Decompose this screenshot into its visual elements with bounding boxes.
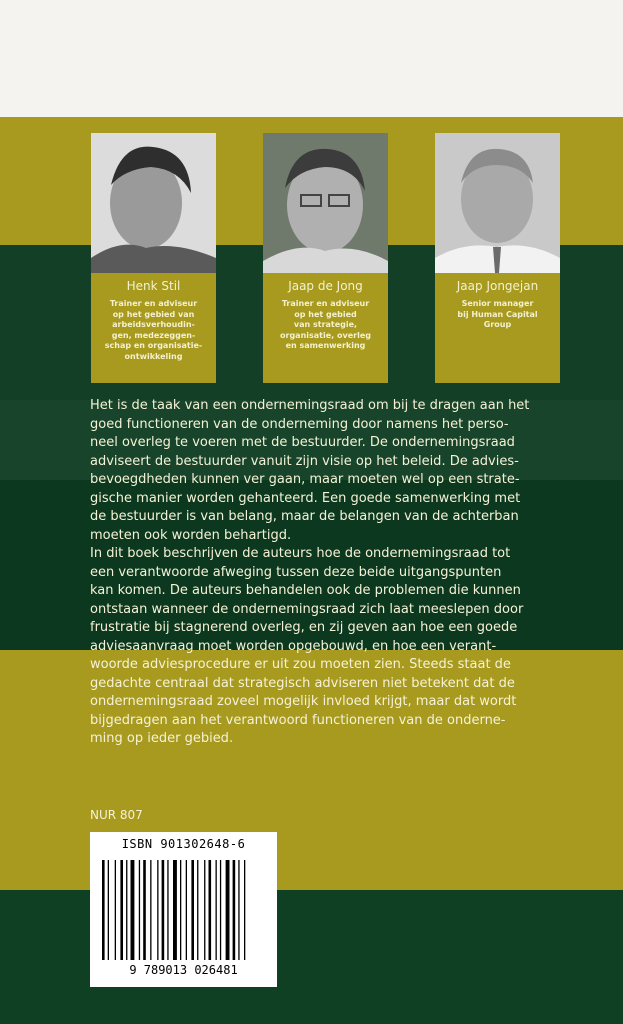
top-white-band: [0, 0, 623, 117]
role-line: Trainer en adviseur: [109, 299, 198, 308]
role-line: op het gebied van: [112, 309, 195, 319]
author-plate: [263, 273, 388, 383]
back-cover-blurb: [90, 397, 590, 749]
blurb-line: de bestuurder is van belang, maar de belangen van de achterban: [90, 509, 519, 524]
author-plate: [435, 273, 560, 383]
author-card-jaap-de-jong: [263, 133, 388, 383]
role-line: en samenwerking: [285, 341, 366, 350]
blurb-line: gedachte centraal dat strategisch adviseren niet betekent dat de: [90, 675, 515, 691]
blurb-line: bijgedragen aan het verantwoord functioneren van de onderne-: [90, 712, 506, 728]
role-line: Group: [483, 320, 512, 329]
author-name: Henk Stil: [126, 279, 181, 293]
author-plate: [91, 273, 216, 383]
blurb-line: adviesaanvraag moet worden opgebouwd, en hoe een verant-: [90, 638, 497, 654]
blurb-line: kan komen. De auteurs behandelen ook de problemen die kunnen: [90, 583, 521, 598]
role-line: Senior manager: [461, 299, 534, 308]
author-role: [269, 299, 382, 352]
role-line: van strategie,: [293, 320, 358, 329]
barcode-icon: [102, 860, 265, 960]
blurb-line: moeten ook worden behartigd.: [90, 527, 292, 543]
author-role: [97, 299, 210, 362]
blurb-line: In dit boek beschrijven de auteurs hoe de ondernemingsraad tot: [90, 546, 511, 561]
ean-number: 9 789013 026481: [129, 963, 238, 977]
author-name: Jaap Jongejan: [456, 279, 539, 293]
author-photo: [91, 133, 216, 273]
role-line: op het gebied: [294, 309, 357, 319]
blurb-line: adviseert de bestuurder vanuit zijn visie op het beleid. De advies-: [90, 453, 519, 469]
author-card-henk-stil: [91, 133, 216, 383]
blurb-line: ondernemingsraad zoveel mogelijk invloed krijgt, maar dat wordt: [90, 694, 517, 709]
role-line: schap en organisatie-: [104, 341, 203, 350]
author-photo: [263, 133, 388, 273]
blurb-line: ontstaan wanneer de ondernemingsraad zich laat meeslepen door: [90, 601, 524, 617]
blurb-line: gische manier worden gehanteerd. Een goede samenwerking met: [90, 490, 521, 506]
blurb-line: bevoegdheden kunnen ver gaan, maar moeten wel op een strate-: [90, 472, 520, 487]
role-line: Trainer en adviseur: [281, 299, 370, 308]
blurb-line: een verantwoorde afweging tussen deze beide uitgangspunten: [90, 564, 502, 580]
author-role: [441, 299, 554, 331]
isbn-text: ISBN 901302648-6: [121, 837, 246, 851]
blurb-line: frustratie bij stagnerend overleg, en zij geven aan hoe een goede: [90, 620, 518, 635]
isbn-barcode-block: [90, 832, 277, 987]
blurb-line: neel overleg te voeren met de bestuurder. De ondernemingsraad: [90, 435, 515, 450]
author-photo: [435, 133, 560, 273]
blurb-line: goed functioneren van de onderneming door namens het perso-: [90, 416, 509, 432]
role-line: organisatie, overleg: [280, 330, 371, 340]
role-line: arbeidsverhoudin-: [112, 320, 195, 329]
author-card-jaap-jongejan: [435, 133, 560, 383]
nur-code: NUR 807: [90, 808, 143, 822]
author-name: Jaap de Jong: [288, 279, 363, 293]
blurb-line: woorde adviesprocedure er uit zou moeten zien. Steeds staat de: [90, 657, 511, 672]
role-line: gen, medezeggen-: [111, 330, 196, 340]
role-line: ontwikkeling: [124, 351, 183, 361]
role-line: bij Human Capital: [457, 309, 538, 319]
blurb-line: ming op ieder gebied.: [90, 731, 234, 746]
blurb-line: Het is de taak van een ondernemingsraad om bij te dragen aan het: [90, 398, 530, 413]
